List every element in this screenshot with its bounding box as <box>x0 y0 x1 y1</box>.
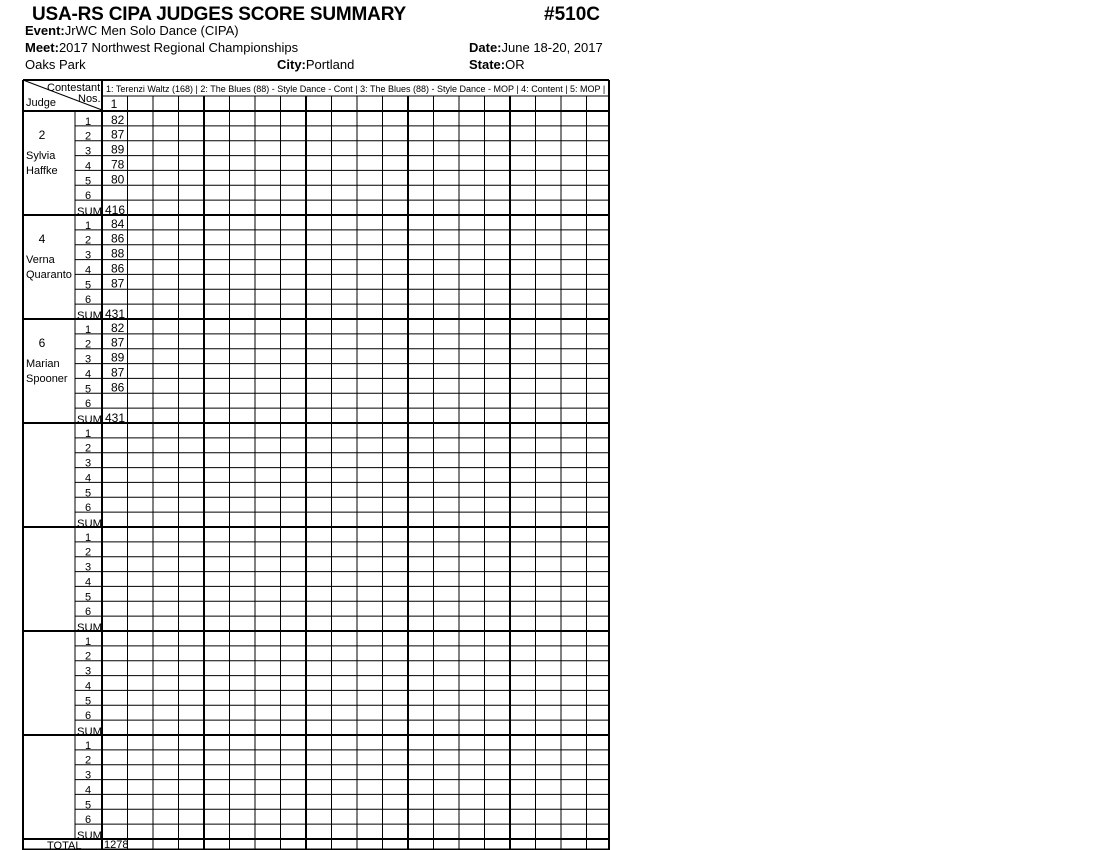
score-row-label: 1 <box>84 323 92 336</box>
total-value: 1278 <box>104 839 129 850</box>
sum-cell: 416 <box>105 203 126 217</box>
score-row-label: 3 <box>84 353 92 366</box>
corner-contestant-label: Contestant <box>47 82 101 94</box>
score-row-label: 5 <box>84 591 92 604</box>
event-label: Event: <box>25 23 65 38</box>
column-header-text: 1: Terenzi Waltz (168) | 2: The Blues (88) - Style Dance - Cont | 3: The Blues (88) - Style Dance - MOP | 4: Content | 5: MOP | <box>106 84 606 94</box>
score-row-label: 2 <box>84 338 92 351</box>
score-row-label: 6 <box>84 710 92 723</box>
sum-row-label: SUM <box>77 518 102 530</box>
score-row-label: 4 <box>84 784 92 797</box>
grid-lines <box>23 80 609 850</box>
sum-row-label: SUM <box>77 414 102 426</box>
score-row-label: 6 <box>84 398 92 411</box>
score-row-label: 6 <box>84 294 92 307</box>
score-cell: 89 <box>111 142 125 157</box>
page-title: USA-RS CIPA JUDGES SCORE SUMMARY <box>32 4 406 25</box>
meet-label: Meet: <box>25 40 59 55</box>
sum-cell: 431 <box>105 307 126 321</box>
score-cell: 82 <box>111 112 125 127</box>
form-number: #510C <box>544 4 600 25</box>
city-label: City: <box>277 57 306 72</box>
score-row-label: 3 <box>84 769 92 782</box>
score-row-label: 3 <box>84 249 92 262</box>
score-row-label: 4 <box>84 368 92 381</box>
score-cell: 80 <box>111 172 125 187</box>
total-label: TOTAL <box>47 840 82 850</box>
corner-nos-label: Nos. <box>78 93 101 105</box>
state-label: State: <box>469 57 506 72</box>
score-row-label: 1 <box>84 427 92 440</box>
judge-last-name: Haffke <box>26 165 58 177</box>
score-cell: 87 <box>111 276 125 291</box>
sum-row-label: SUM <box>77 830 102 842</box>
contestant-number: 1 <box>110 97 118 111</box>
score-cell: 89 <box>111 350 125 365</box>
score-cell: 84 <box>111 216 125 231</box>
score-cell: 78 <box>111 157 125 172</box>
score-cell: 87 <box>111 365 125 380</box>
sum-row-label: SUM <box>77 206 102 218</box>
venue: Oaks Park <box>25 57 86 72</box>
score-cell: 88 <box>111 246 125 261</box>
score-row-label: 2 <box>84 754 92 767</box>
score-row-label: 5 <box>84 279 92 292</box>
score-row-label: 4 <box>84 472 92 485</box>
score-row-label: 6 <box>84 606 92 619</box>
score-row-label: 5 <box>84 383 92 396</box>
score-row-label: 1 <box>84 739 92 752</box>
city-value: Portland <box>305 57 355 72</box>
score-cell: 87 <box>111 335 125 350</box>
judge-number: 6 <box>38 336 46 350</box>
state-value: OR <box>505 57 525 72</box>
score-row-label: 5 <box>84 799 92 812</box>
sum-row-label: SUM <box>77 310 102 322</box>
score-row-label: 2 <box>84 546 92 559</box>
judge-last-name: Spooner <box>26 373 68 385</box>
score-row-label: 2 <box>84 234 92 247</box>
score-row-label: 4 <box>84 264 92 277</box>
score-row-label: 1 <box>84 115 92 128</box>
sum-row-label: SUM <box>77 726 102 738</box>
score-cell: 82 <box>111 320 125 335</box>
score-row-label: 3 <box>84 145 92 158</box>
score-row-label: 3 <box>84 665 92 678</box>
event-value: JrWC Men Solo Dance (CIPA) <box>64 23 239 38</box>
score-row-label: 5 <box>84 487 92 500</box>
score-cell: 86 <box>111 380 125 395</box>
corner-judge-label: Judge <box>26 97 56 109</box>
judge-first-name: Sylvia <box>26 150 56 162</box>
score-row-label: 4 <box>84 576 92 589</box>
judge-number: 4 <box>38 232 46 246</box>
sum-row-label: SUM <box>77 622 102 634</box>
score-row-label: 3 <box>84 457 92 470</box>
score-row-label: 6 <box>84 190 92 203</box>
score-row-label: 1 <box>84 635 92 648</box>
date-label: Date: <box>469 40 502 55</box>
score-row-label: 1 <box>84 219 92 232</box>
score-row-label: 4 <box>84 160 92 173</box>
score-cell: 87 <box>111 127 125 142</box>
date-value: June 18-20, 2017 <box>501 40 603 55</box>
score-cell: 86 <box>111 231 125 246</box>
score-row-label: 2 <box>84 650 92 663</box>
sum-cell: 431 <box>105 411 126 425</box>
judge-last-name: Quaranto <box>26 269 72 281</box>
score-row-label: 6 <box>84 814 92 827</box>
score-row-label: 4 <box>84 680 92 693</box>
meet-value: 2017 Northwest Regional Championships <box>58 40 299 55</box>
judge-first-name: Marian <box>26 358 60 370</box>
score-row-label: 2 <box>84 130 92 143</box>
score-row-label: 5 <box>84 695 92 708</box>
judge-number: 2 <box>38 128 46 142</box>
score-row-label: 2 <box>84 442 92 455</box>
score-row-label: 1 <box>84 531 92 544</box>
score-row-label: 3 <box>84 561 92 574</box>
score-cell: 86 <box>111 261 125 276</box>
judge-first-name: Verna <box>26 254 55 266</box>
score-row-label: 5 <box>84 175 92 188</box>
score-row-label: 6 <box>84 502 92 515</box>
